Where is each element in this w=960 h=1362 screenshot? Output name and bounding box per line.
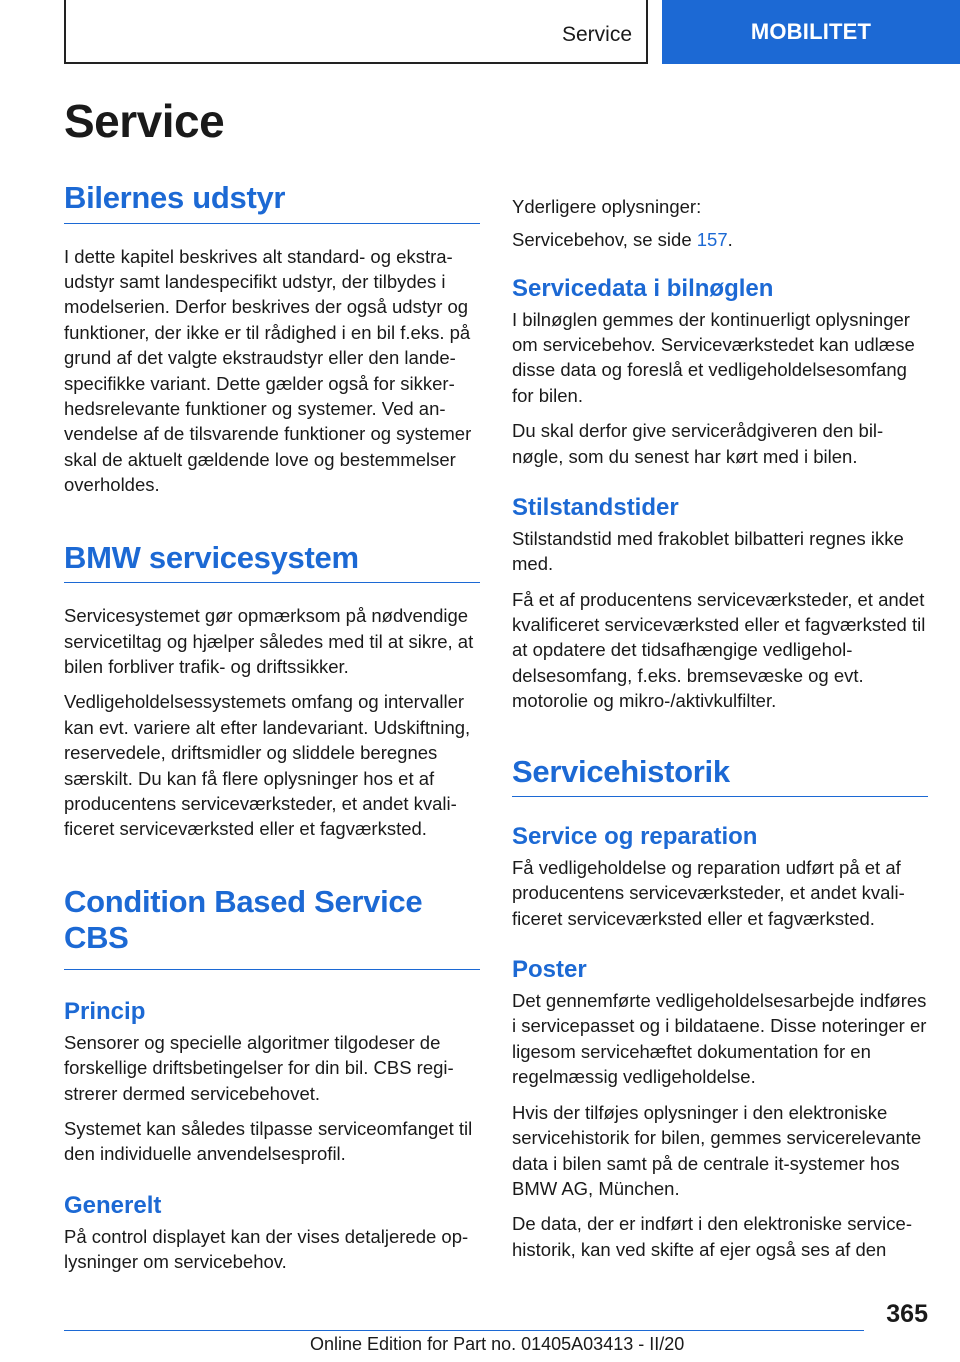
paragraph-princip-2: Systemet kan således tilpasse serviceomfanget til den individuelle anvendelsesprofil. — [64, 1118, 473, 1165]
paragraph-princip-1: Sensorer og specielle algoritmer tilgodeser de forskellige driftsbetingelser for din bil. CBS registrerer dermed servicebehovet. — [64, 1031, 454, 1104]
paragraph-bmw-servicesystem-2: Vedligeholdelsessystemets omfang og intervaller kan evt. variere alt efter landevariant. Udskiftning, reservedele, driftsmidler og sliddele beregnes særskilt. Du kan få flere oplysninger hos et af producentens serviceværksteder, et andet kvalificeret serviceværksted eller et fagværksted. — [64, 691, 471, 840]
paragraph-poster-2: Hvis der tilføjes oplysninger i den elektroniske servicehistorik for bilen, gemmes servicerelevante data i bilen samt på de centrale it-systemer hos BMW AG, München. — [512, 1101, 922, 1199]
header-section-label: Service — [561, 23, 632, 46]
paragraph-servicedata-2: Du skal derfor give servicerådgiveren den bilnøgle, som du senest har kørt med i bilen. — [512, 420, 884, 467]
paragraph-poster-3: De data, der er indført i den elektroniske servicehistorik, kan ved skifte af ejer også ses af den — [512, 1213, 912, 1260]
paragraph-servicebehov-ref — [512, 227, 928, 252]
paragraph-generelt: På control displayet kan der vises detaljerede oplysninger om servicebehov. — [64, 1225, 469, 1273]
page-number: 365 — [886, 1300, 928, 1328]
servicebehov-period: . — [727, 229, 733, 251]
left-column — [64, 180, 480, 1274]
paragraph-servicedata-1: I bilnøglen gemmes der kontinuerligt oplysninger om servicebehov. Serviceværkstedet kan udlæse disse data og foreslå et vedligeholdelsesomfang for bilen. — [512, 308, 915, 406]
heading-servicedata: Servicedata i bilnøglen — [512, 274, 774, 302]
heading-condition-based-service: Condition Based Service CBS — [64, 884, 480, 970]
right-column — [512, 194, 928, 1262]
paragraph-bilernes-udstyr: I dette kapitel beskrives alt standard- og ekstraudstyr samt landespecifikt udstyr, der tilbydes i modelserien. Derfor beskrives der også udstyr og funktioner, der ikke er til rådighed i en bil f.eks. på grund af det valgte ekstraudstyr eller den landespecifikke variant. Dette gælder også for sikkerhedsrelevante funktioner og systemer. Ved anvendelse af de tilsvarende funktioner og systemer skal de aktuelt gældende love og bestemmelser overholdes. — [64, 245, 472, 496]
heading-bilernes-udstyr: Bilernes udstyr — [64, 180, 480, 224]
paragraph-reparation: Få vedligeholdelse og reparation udført på et af producentens serviceværksteder, et andet kvalificeret serviceværksted eller et fagværksted. — [512, 857, 905, 929]
paragraph-poster-1: Det gennemførte vedligeholdelsesarbejde indføres i servicepasset og i bildataene. Disse noteringer er ligesom servicehæftet dokumentation for en regelmæssig vedligeholdelse. — [512, 990, 927, 1088]
heading-service-og-reparation: Service og reparation — [512, 823, 758, 851]
footer-divider — [64, 1330, 864, 1331]
heading-generelt: Generelt — [64, 1191, 162, 1219]
paragraph-stilstand-1: Stilstandstid med frakoblet bilbatteri regnes ikke med. — [512, 527, 904, 575]
heading-bmw-servicesystem: BMW servicesystem — [64, 540, 480, 584]
page-title: Service — [64, 95, 225, 147]
paragraph-bmw-servicesystem-1: Servicesystemet gør opmærksom på nødvendige servicetiltag og hjælper således med til at sikre, at bilen forbliver trafik- og driftssikker. — [64, 605, 474, 678]
heading-servicehistorik: Servicehistorik — [512, 754, 928, 798]
servicebehov-text: Servicebehov, se side — [512, 229, 697, 251]
paragraph-stilstand-2: Få et af producentens serviceværksteder, et andet kvalificeret serviceværksted eller et fagværksted til at opdatere det tidsafhængige vedligeholdelsesomfang, f.eks. bremsevæske og evt. motorolie og mikro-/aktivkulfilter. — [512, 588, 926, 712]
header-section-box — [64, 0, 648, 64]
page-link-157[interactable]: 157 — [696, 229, 728, 251]
footer-edition: Online Edition for Part no. 01405A03413 - II/20 — [310, 1334, 685, 1354]
paragraph-yderligere: Yderligere oplysninger: — [512, 196, 702, 217]
heading-princip: Princip — [64, 998, 146, 1026]
heading-stilstandstider: Stilstandstider — [512, 494, 679, 522]
heading-poster: Poster — [512, 956, 587, 984]
chapter-tab[interactable]: MOBILITET — [662, 0, 960, 64]
